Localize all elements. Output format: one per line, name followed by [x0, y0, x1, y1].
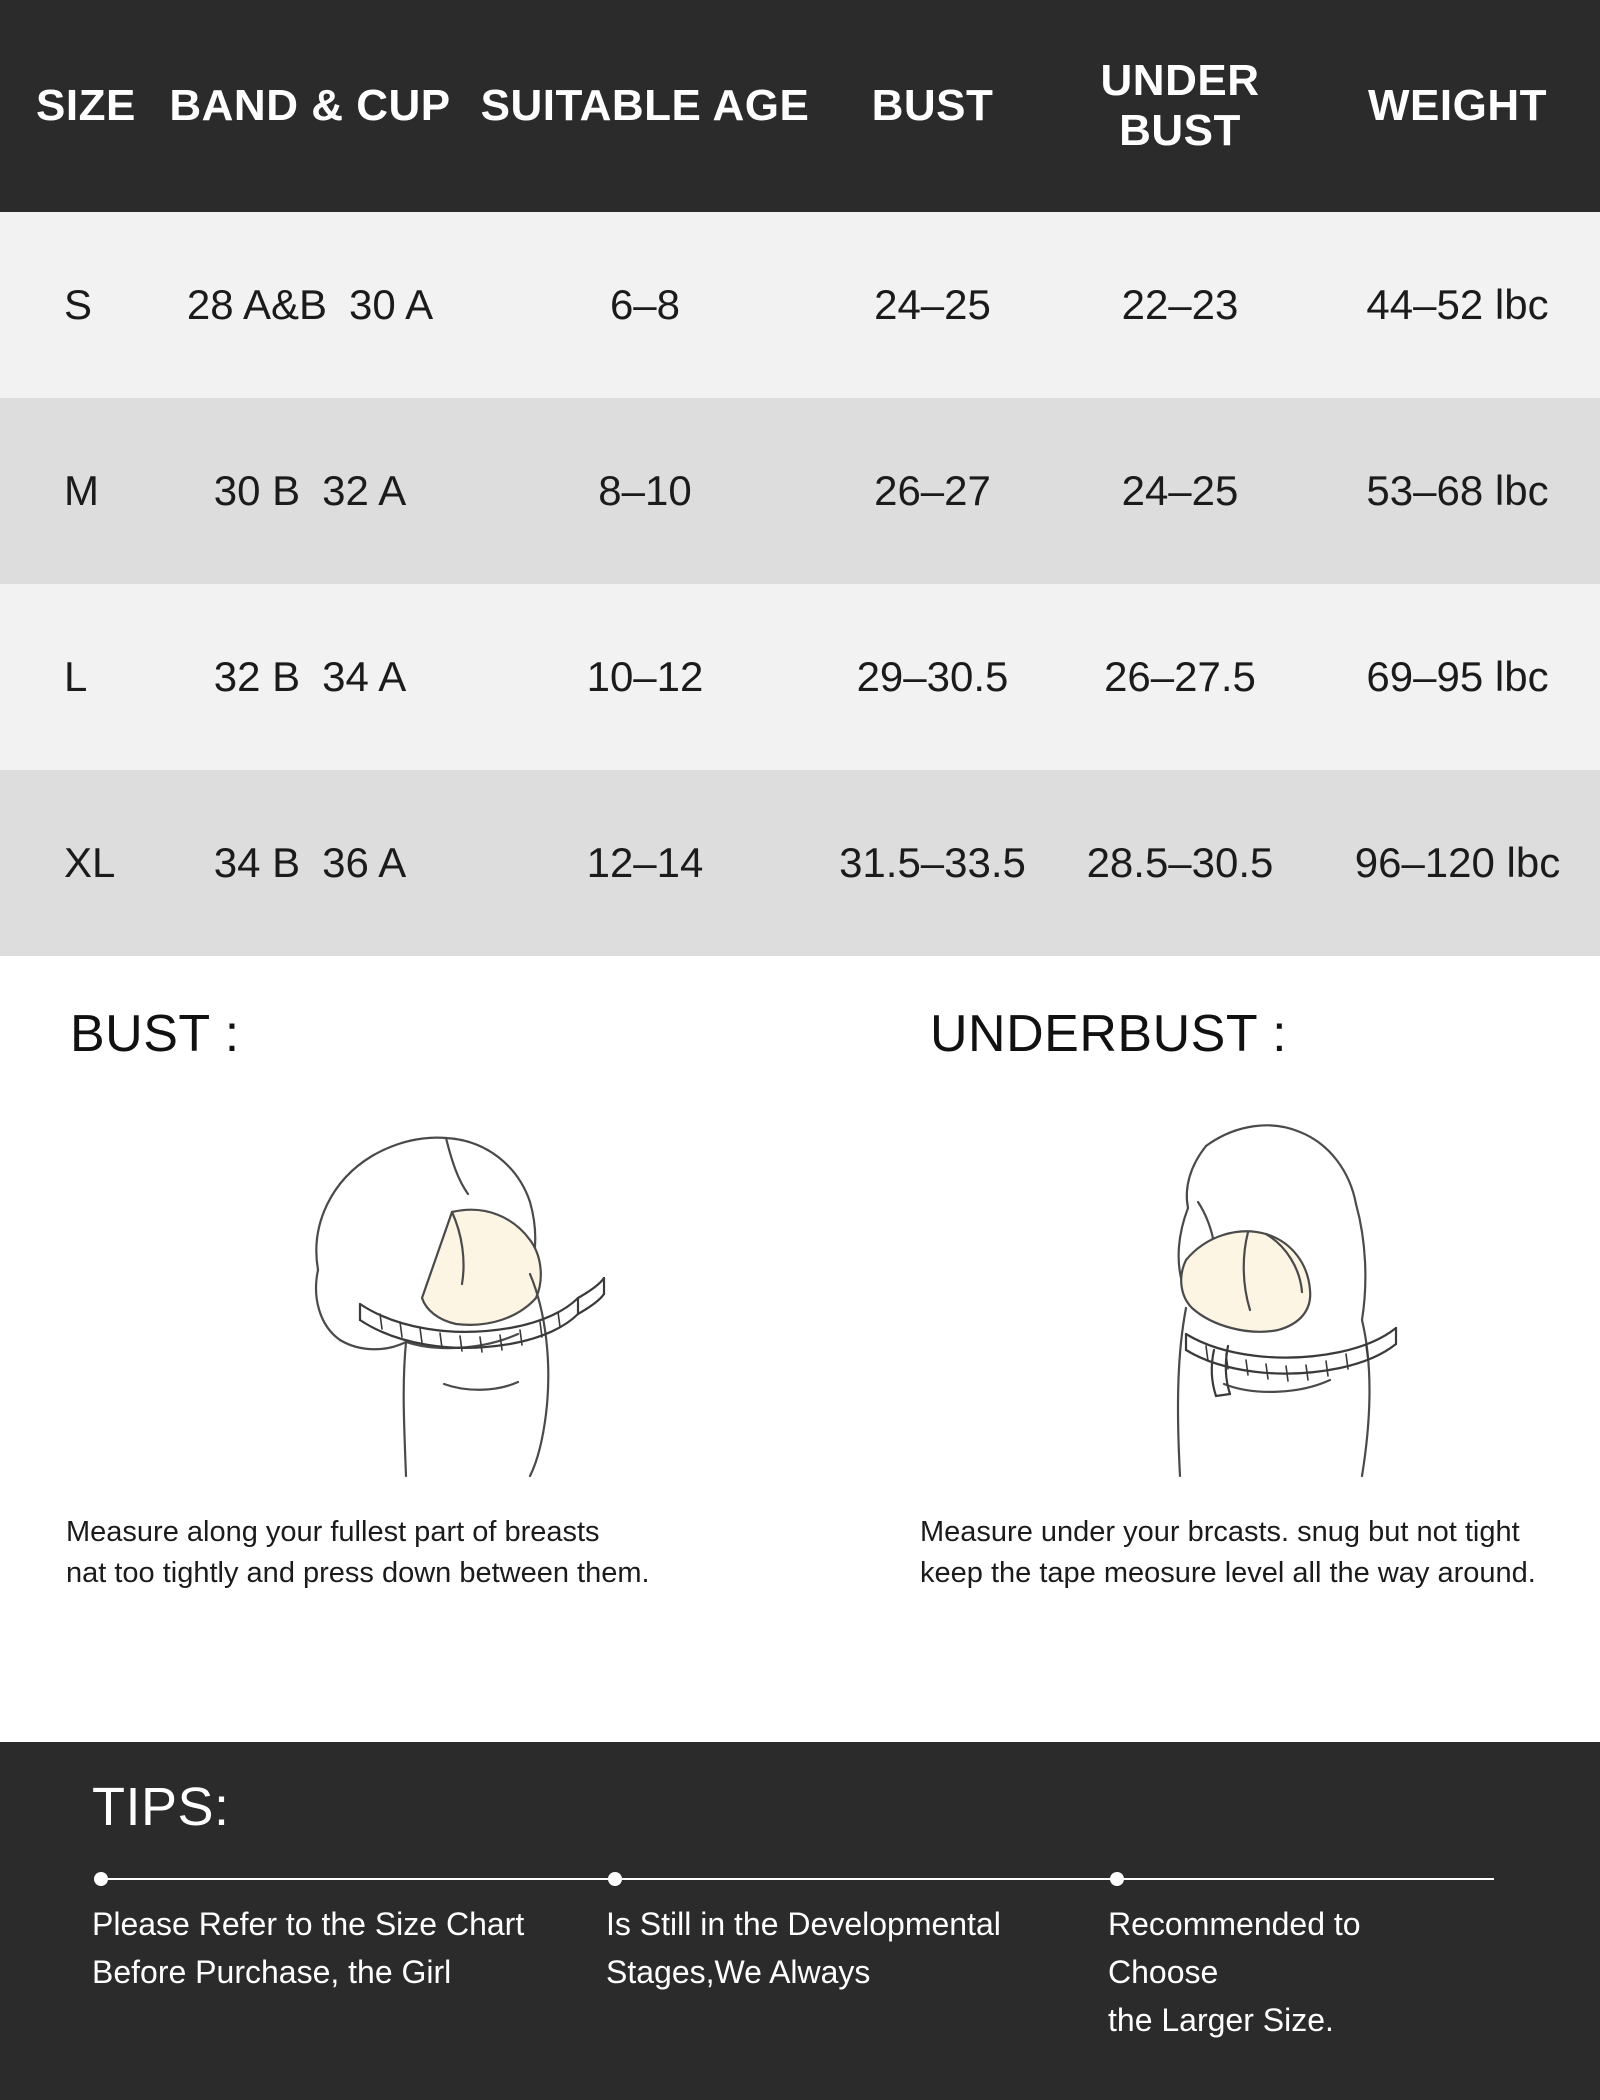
tips-item: [92, 1900, 606, 2044]
tips-item-line1: Recommended to Choose: [1108, 1906, 1361, 1990]
cell-age: 6–8: [609, 281, 681, 328]
bust-caption-line2: nat too tightly and press down between them.: [66, 1557, 650, 1590]
table-row: [0, 584, 1600, 770]
tips-dot-2: [608, 1872, 622, 1886]
cell-size: L: [64, 653, 88, 700]
table-row: [0, 398, 1600, 584]
tips-item-line2: Before Purchase, the Girl: [92, 1954, 452, 1990]
cell-band-cup: [150, 584, 470, 770]
tips-item-line1: Is Still in the Developmental: [606, 1906, 1001, 1942]
cell-bust: 31.5–33.5: [839, 839, 1026, 886]
cell-size: XL: [64, 839, 116, 886]
bust-section-title: BUST :: [70, 1005, 240, 1063]
cell-cup: 32 A: [322, 467, 407, 514]
cell-bust: 29–30.5: [856, 653, 1009, 700]
tips-item-line2: the Larger Size.: [1108, 2002, 1334, 2038]
tips-section: [0, 1742, 1600, 2100]
cell-bust: 24–25: [874, 281, 991, 328]
column-header-weight: WEIGHT: [1368, 81, 1547, 130]
column-header-under-bust: UNDER BUST: [1100, 56, 1260, 155]
underbust-caption-line2: keep the tape meosure level all the way around.: [920, 1557, 1536, 1590]
cell-band-cup: [150, 770, 470, 956]
column-header-suitable-age: SUITABLE AGE: [480, 81, 810, 130]
cell-band: 28 A&B: [186, 281, 327, 328]
cell-weight: 96–120 lbc: [1354, 839, 1561, 886]
cell-age: 12–14: [586, 839, 704, 886]
cell-weight: 44–52 lbc: [1366, 281, 1549, 328]
tips-timeline: [92, 1866, 1508, 1892]
cell-bust: 26–27: [874, 467, 991, 514]
cell-under-bust: 26–27.5: [1104, 653, 1256, 700]
cell-band: 34 B: [213, 839, 301, 886]
column-header-bust: BUST: [871, 81, 994, 130]
tips-title: TIPS:: [92, 1777, 230, 1837]
tips-timeline-line: [100, 1878, 1494, 1880]
cell-cup: 36 A: [322, 839, 407, 886]
cell-band: 32 B: [213, 653, 301, 700]
tips-item: [606, 1900, 1108, 2044]
tips-item-line1: Please Refer to the Size Chart: [92, 1906, 525, 1942]
cell-weight: 69–95 lbc: [1366, 653, 1549, 700]
cell-age: 8–10: [598, 467, 692, 514]
cell-band: 30 B: [213, 467, 301, 514]
bust-measure-illustration: [60, 1074, 800, 1494]
cell-cup: 34 A: [322, 653, 407, 700]
table-body: [0, 212, 1600, 956]
underbust-section-title: UNDERBUST :: [930, 1005, 1288, 1063]
tips-dot-3: [1110, 1872, 1124, 1886]
size-table: [0, 0, 1600, 956]
cell-size: S: [64, 281, 93, 328]
table-header: [0, 0, 1600, 212]
table-row: [0, 212, 1600, 398]
table-header-row: [0, 0, 1600, 212]
cell-under-bust: 28.5–30.5: [1086, 839, 1274, 886]
tips-item-line2: Stages,We Always: [606, 1954, 871, 1990]
underbust-caption: [920, 1512, 1540, 1594]
cell-under-bust: 22–23: [1121, 281, 1239, 328]
bust-caption-line1: Measure along your fullest part of breasts: [66, 1516, 600, 1548]
cell-band-cup: [150, 212, 470, 398]
bust-measure-section: [60, 1004, 800, 1594]
cell-band-cup: [150, 398, 470, 584]
cell-age: 10–12: [586, 653, 704, 700]
cell-size: M: [64, 467, 99, 514]
underbust-measure-illustration: [920, 1074, 1540, 1494]
cell-under-bust: 24–25: [1121, 467, 1239, 514]
underbust-caption-line1: Measure under your brcasts. snug but not tight: [920, 1516, 1520, 1548]
column-header-band-cup: BAND & CUP: [169, 81, 451, 130]
column-header-size: SIZE: [36, 81, 136, 130]
cell-weight: 53–68 lbc: [1366, 467, 1549, 514]
table-row: [0, 770, 1600, 956]
bust-caption: [66, 1512, 800, 1594]
cell-cup: 30 A: [349, 281, 434, 328]
underbust-measure-section: [800, 1004, 1540, 1594]
tips-item: [1108, 1900, 1508, 2044]
measurement-guide: [0, 956, 1600, 1594]
tips-dot-1: [94, 1872, 108, 1886]
tips-columns: [92, 1900, 1508, 2044]
